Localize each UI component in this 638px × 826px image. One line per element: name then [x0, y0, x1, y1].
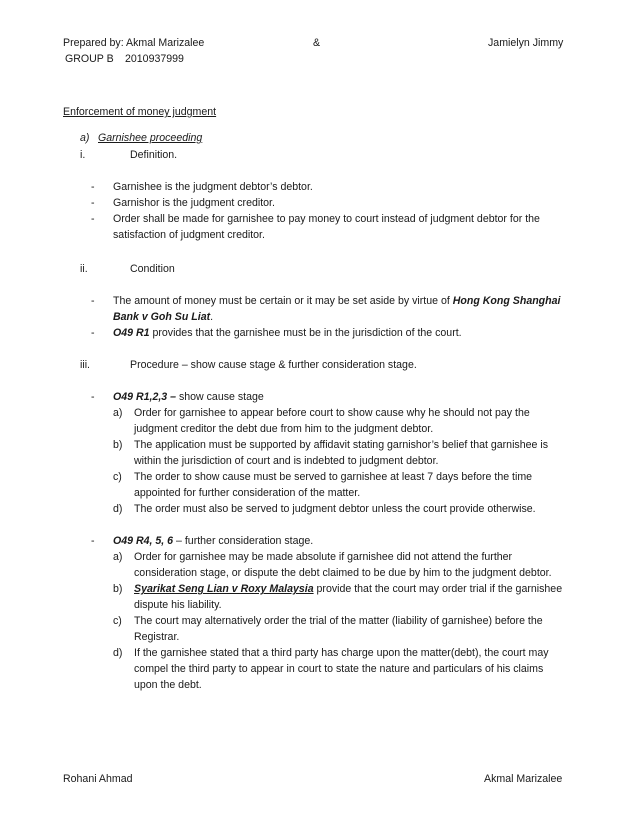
list-item-line: upon the debt. [134, 679, 202, 691]
condition-line: Bank v Goh Su Liat. [113, 311, 214, 323]
list-item-line: Order for garnishee may be made absolute if garnishee did not attend the further [134, 551, 513, 563]
bullet-dash: - [91, 327, 95, 339]
definition-line: Order shall be made for garnishee to pay money to court instead of judgment debtor for the [113, 213, 540, 225]
condition-line: The amount of money must be certain or it may be set aside by virtue of Hong Kong Shanghai [113, 295, 561, 307]
bullet-dash: - [91, 197, 95, 209]
list-item-line: consideration stage, or dispute the debt claimed to be due by him to the judgment debtor. [134, 567, 552, 579]
bullet-dash: - [91, 181, 95, 193]
case-citation: Hong Kong Shanghai [452, 295, 561, 307]
condition-line: O49 R1 provides that the garnishee must be in the jurisdiction of the court. [113, 327, 462, 339]
bullet-dash: - [91, 213, 95, 225]
list-item-line: The order must also be served to judgment debtor unless the court provide otherwise. [134, 503, 536, 515]
list-marker: c) [113, 471, 122, 483]
section-a-marker: a) [80, 132, 90, 144]
list-item-line: Registrar. [134, 631, 180, 643]
part-ii-number: ii. [80, 263, 88, 275]
header-group-label: GROUP B [65, 53, 114, 65]
rule-reference: O49 R1 [113, 327, 150, 339]
list-item-line: If the garnishee stated that a third party has charge upon the matter(debt), the court may [134, 647, 549, 659]
list-marker: d) [113, 503, 123, 515]
list-item-line: appointed for further consideration of the matter. [134, 487, 361, 499]
part-iii-title: Procedure – show cause stage & further consideration stage. [130, 359, 417, 371]
list-marker: a) [113, 407, 123, 419]
rule-reference: O49 R1,2,3 – [113, 391, 177, 403]
bullet-dash: - [91, 535, 95, 547]
list-item-line: The order to show cause must be served to garnishee at least 7 days before the time [134, 471, 533, 483]
header-coauthor: Jamielyn Jimmy [488, 37, 564, 49]
definition-line: Garnishee is the judgment debtor’s debtor. [113, 181, 313, 193]
part-iii-number: iii. [80, 359, 91, 371]
part-i-title: Definition. [130, 149, 178, 161]
bullet-dash: - [91, 295, 95, 307]
definition-line: satisfaction of judgment creditor. [113, 229, 265, 241]
footer-left-author: Rohani Ahmad [63, 773, 133, 785]
list-marker: a) [113, 551, 123, 563]
list-item-line: The application must be supported by affidavit stating garnishor’s belief that garnishee is [134, 439, 548, 451]
rule-reference: O49 R4, 5, 6 [113, 535, 174, 547]
list-item-line: dispute his liability. [134, 599, 222, 611]
section-a-title: Garnishee proceeding [98, 132, 203, 144]
list-item-line: within the jurisdiction of court and is indebted to judgment debtor. [134, 455, 439, 467]
case-citation: Bank v Goh Su Liat [113, 311, 211, 323]
procedure-heading: O49 R1,2,3 – show cause stage [113, 391, 264, 403]
list-item-line: Order for garnishee to appear before court to show cause why he should not pay the [134, 407, 530, 419]
list-item-line: judgment creditor the debt due from him to the judgment debtor. [134, 423, 434, 435]
bullet-dash: - [91, 391, 95, 403]
list-item-line: compel the third party to appear in court to state the nature and particulars of his claims [134, 663, 544, 675]
header-prepared-by: Prepared by: Akmal Marizalee [63, 37, 205, 49]
page-title: Enforcement of money judgment [63, 106, 217, 118]
list-marker: b) [113, 439, 123, 451]
case-citation: Syarikat Seng Lian v Roxy Malaysia [134, 583, 314, 595]
part-i-number: i. [80, 149, 86, 161]
list-item-line: Syarikat Seng Lian v Roxy Malaysia provide that the court may order trial if the garnishee [134, 583, 563, 595]
list-marker: d) [113, 647, 123, 659]
procedure-heading: O49 R4, 5, 6 – further consideration stage. [113, 535, 314, 547]
list-item-line: The court may alternatively order the trial of the matter (liability of garnishee) before the [134, 615, 543, 627]
header-group-id: 2010937999 [125, 53, 184, 65]
list-marker: b) [113, 583, 123, 595]
list-marker: c) [113, 615, 122, 627]
part-ii-title: Condition [130, 263, 175, 275]
definition-line: Garnishor is the judgment creditor. [113, 197, 275, 209]
footer-right-author: Akmal Marizalee [484, 773, 563, 785]
header-ampersand: & [313, 37, 321, 49]
